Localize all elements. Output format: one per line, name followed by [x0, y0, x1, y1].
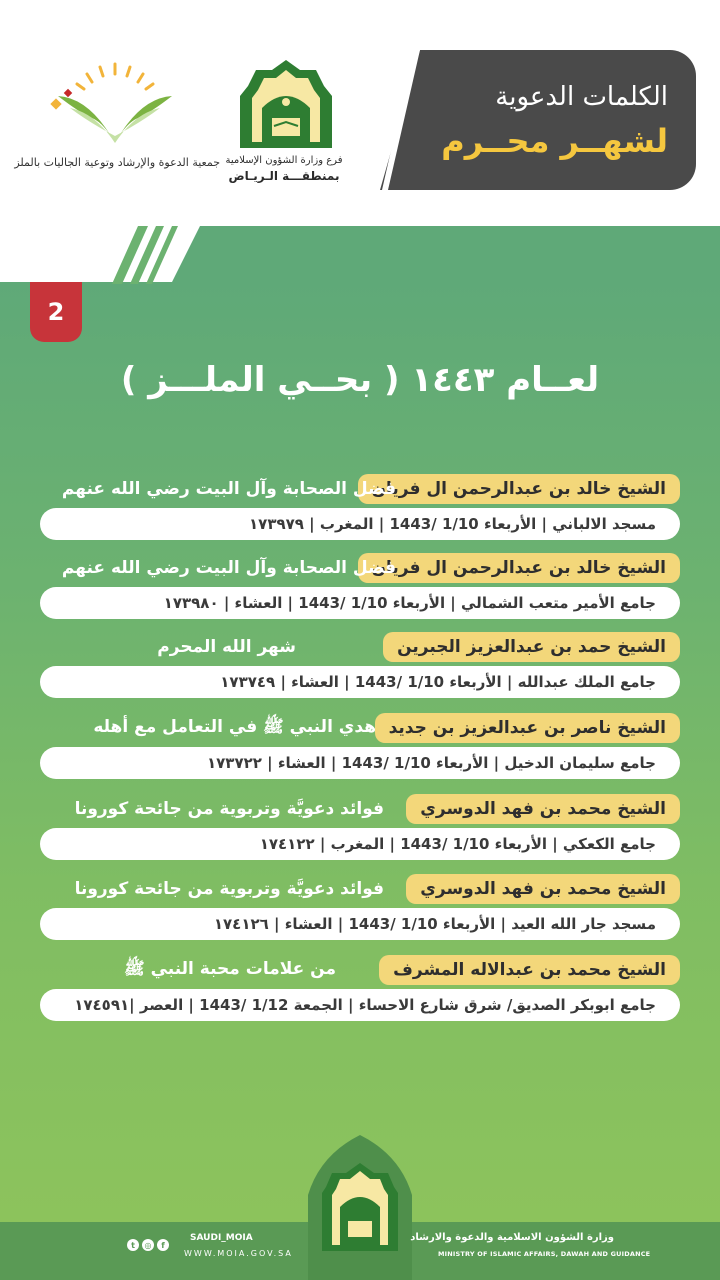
- speaker-label: الشيخ خالد بن عبدالرحمن ال فريان: [358, 474, 680, 504]
- instagram-icon[interactable]: ◎: [142, 1239, 154, 1251]
- speaker-label: الشيخ ناصر بن عبدالعزيز بن جديد: [375, 713, 680, 743]
- lecture-details: مسجد الالباني | الأربعاء 1/10 /1443 | المغرب | ١٧٣٩٧٩: [40, 508, 680, 540]
- banner-title-line1: الكلمات الدعوية: [495, 82, 668, 112]
- topic-label: فضل الصحابة وآل البيت رضي الله عنهم: [61, 479, 396, 499]
- lecture-entry: [0, 632, 720, 704]
- lecture-details: جامع سليمان الدخيل | الأربعاء 1/10 /1443 | العشاء | ١٧٣٧٢٢: [40, 747, 680, 779]
- lecture-details: جامع الملك عبدالله | الأربعاء 1/10 /1443 | العشاء | ١٧٣٧٤٩: [40, 666, 680, 698]
- lecture-details: جامع الأمير متعب الشمالي | الأربعاء 1/10 /1443 | العشاء | ١٧٣٩٨٠: [40, 587, 680, 619]
- stripes-decoration: [108, 226, 178, 284]
- lecture-entry: [0, 874, 720, 946]
- banner-stripes-decoration: [360, 50, 430, 190]
- association-logo-text: جمعية الدعوة والإرشاد وتوعية الجاليات بالملز: [14, 156, 220, 169]
- footer-website: WWW.MOIA.GOV.SA: [184, 1249, 293, 1258]
- footer-social-handle: SAUDI_MOIA: [190, 1233, 253, 1243]
- speaker-label: الشيخ خالد بن عبدالرحمن ال فريان: [358, 553, 680, 583]
- speaker-label: الشيخ محمد بن عبدالاله المشرف: [379, 955, 680, 985]
- association-logo: [40, 58, 190, 153]
- footer-ministry-emblem: [300, 1135, 420, 1280]
- topic-label: فوائد دعويَّة وتربوية من جائحة كورونا: [74, 799, 384, 819]
- page-number-badge: 2: [30, 282, 82, 342]
- topic-label: من علامات محبة النبي ﷺ: [124, 958, 336, 979]
- lecture-details: جامع الكعكي | الأربعاء 1/10 /1443 | المغرب | ١٧٤١٢٢: [40, 828, 680, 860]
- topic-label: فوائد دعويَّة وتربوية من جائحة كورونا: [74, 879, 384, 899]
- page-heading: لعــام ١٤٤٣ ( بحــي الملـــز ): [120, 360, 600, 400]
- footer-ministry-name-ar: وزارة الشؤون الاسلامية والدعوة والارشاد: [410, 1232, 614, 1243]
- lecture-details: مسجد جار الله العيد | الأربعاء 1/10 /1443 | العشاء | ١٧٤١٢٦: [40, 908, 680, 940]
- lecture-entry: [0, 713, 720, 785]
- lecture-entry: [0, 794, 720, 866]
- facebook-icon[interactable]: f: [157, 1239, 169, 1251]
- green-tab-decoration: [170, 226, 720, 286]
- lecture-entry: [0, 553, 720, 625]
- lecture-details: جامع ابوبكر الصديق/ شرق شارع الاحساء | الجمعة 1/12 /1443 | العصر |١٧٤٥٩١: [40, 989, 680, 1021]
- social-icons: [127, 1239, 169, 1251]
- topic-label: فضل الصحابة وآل البيت رضي الله عنهم: [61, 558, 396, 578]
- topic-label: شهر الله المحرم: [157, 637, 296, 657]
- ministry-branch-logo: [228, 56, 344, 186]
- ministry-logo-line2: بمنطقـــة الـريـاض: [228, 169, 340, 183]
- speaker-label: الشيخ محمد بن فهد الدوسري: [406, 794, 680, 824]
- twitter-icon[interactable]: t: [127, 1239, 139, 1251]
- topic-label: هدي النبي ﷺ في التعامل مع أهله: [93, 716, 376, 737]
- ministry-logo-line1: فرع وزارة الشؤون الإسلامية: [225, 155, 343, 166]
- lecture-entry: [0, 474, 720, 546]
- footer-ministry-name-en: MINISTRY OF ISLAMIC AFFAIRS, DAWAH AND GUIDANCE: [438, 1250, 651, 1258]
- banner-title-line2: لشهــر محــرم: [441, 122, 668, 160]
- speaker-label: الشيخ محمد بن فهد الدوسري: [406, 874, 680, 904]
- speaker-label: الشيخ حمد بن عبدالعزيز الجبرين: [383, 632, 680, 662]
- lecture-entry: [0, 955, 720, 1027]
